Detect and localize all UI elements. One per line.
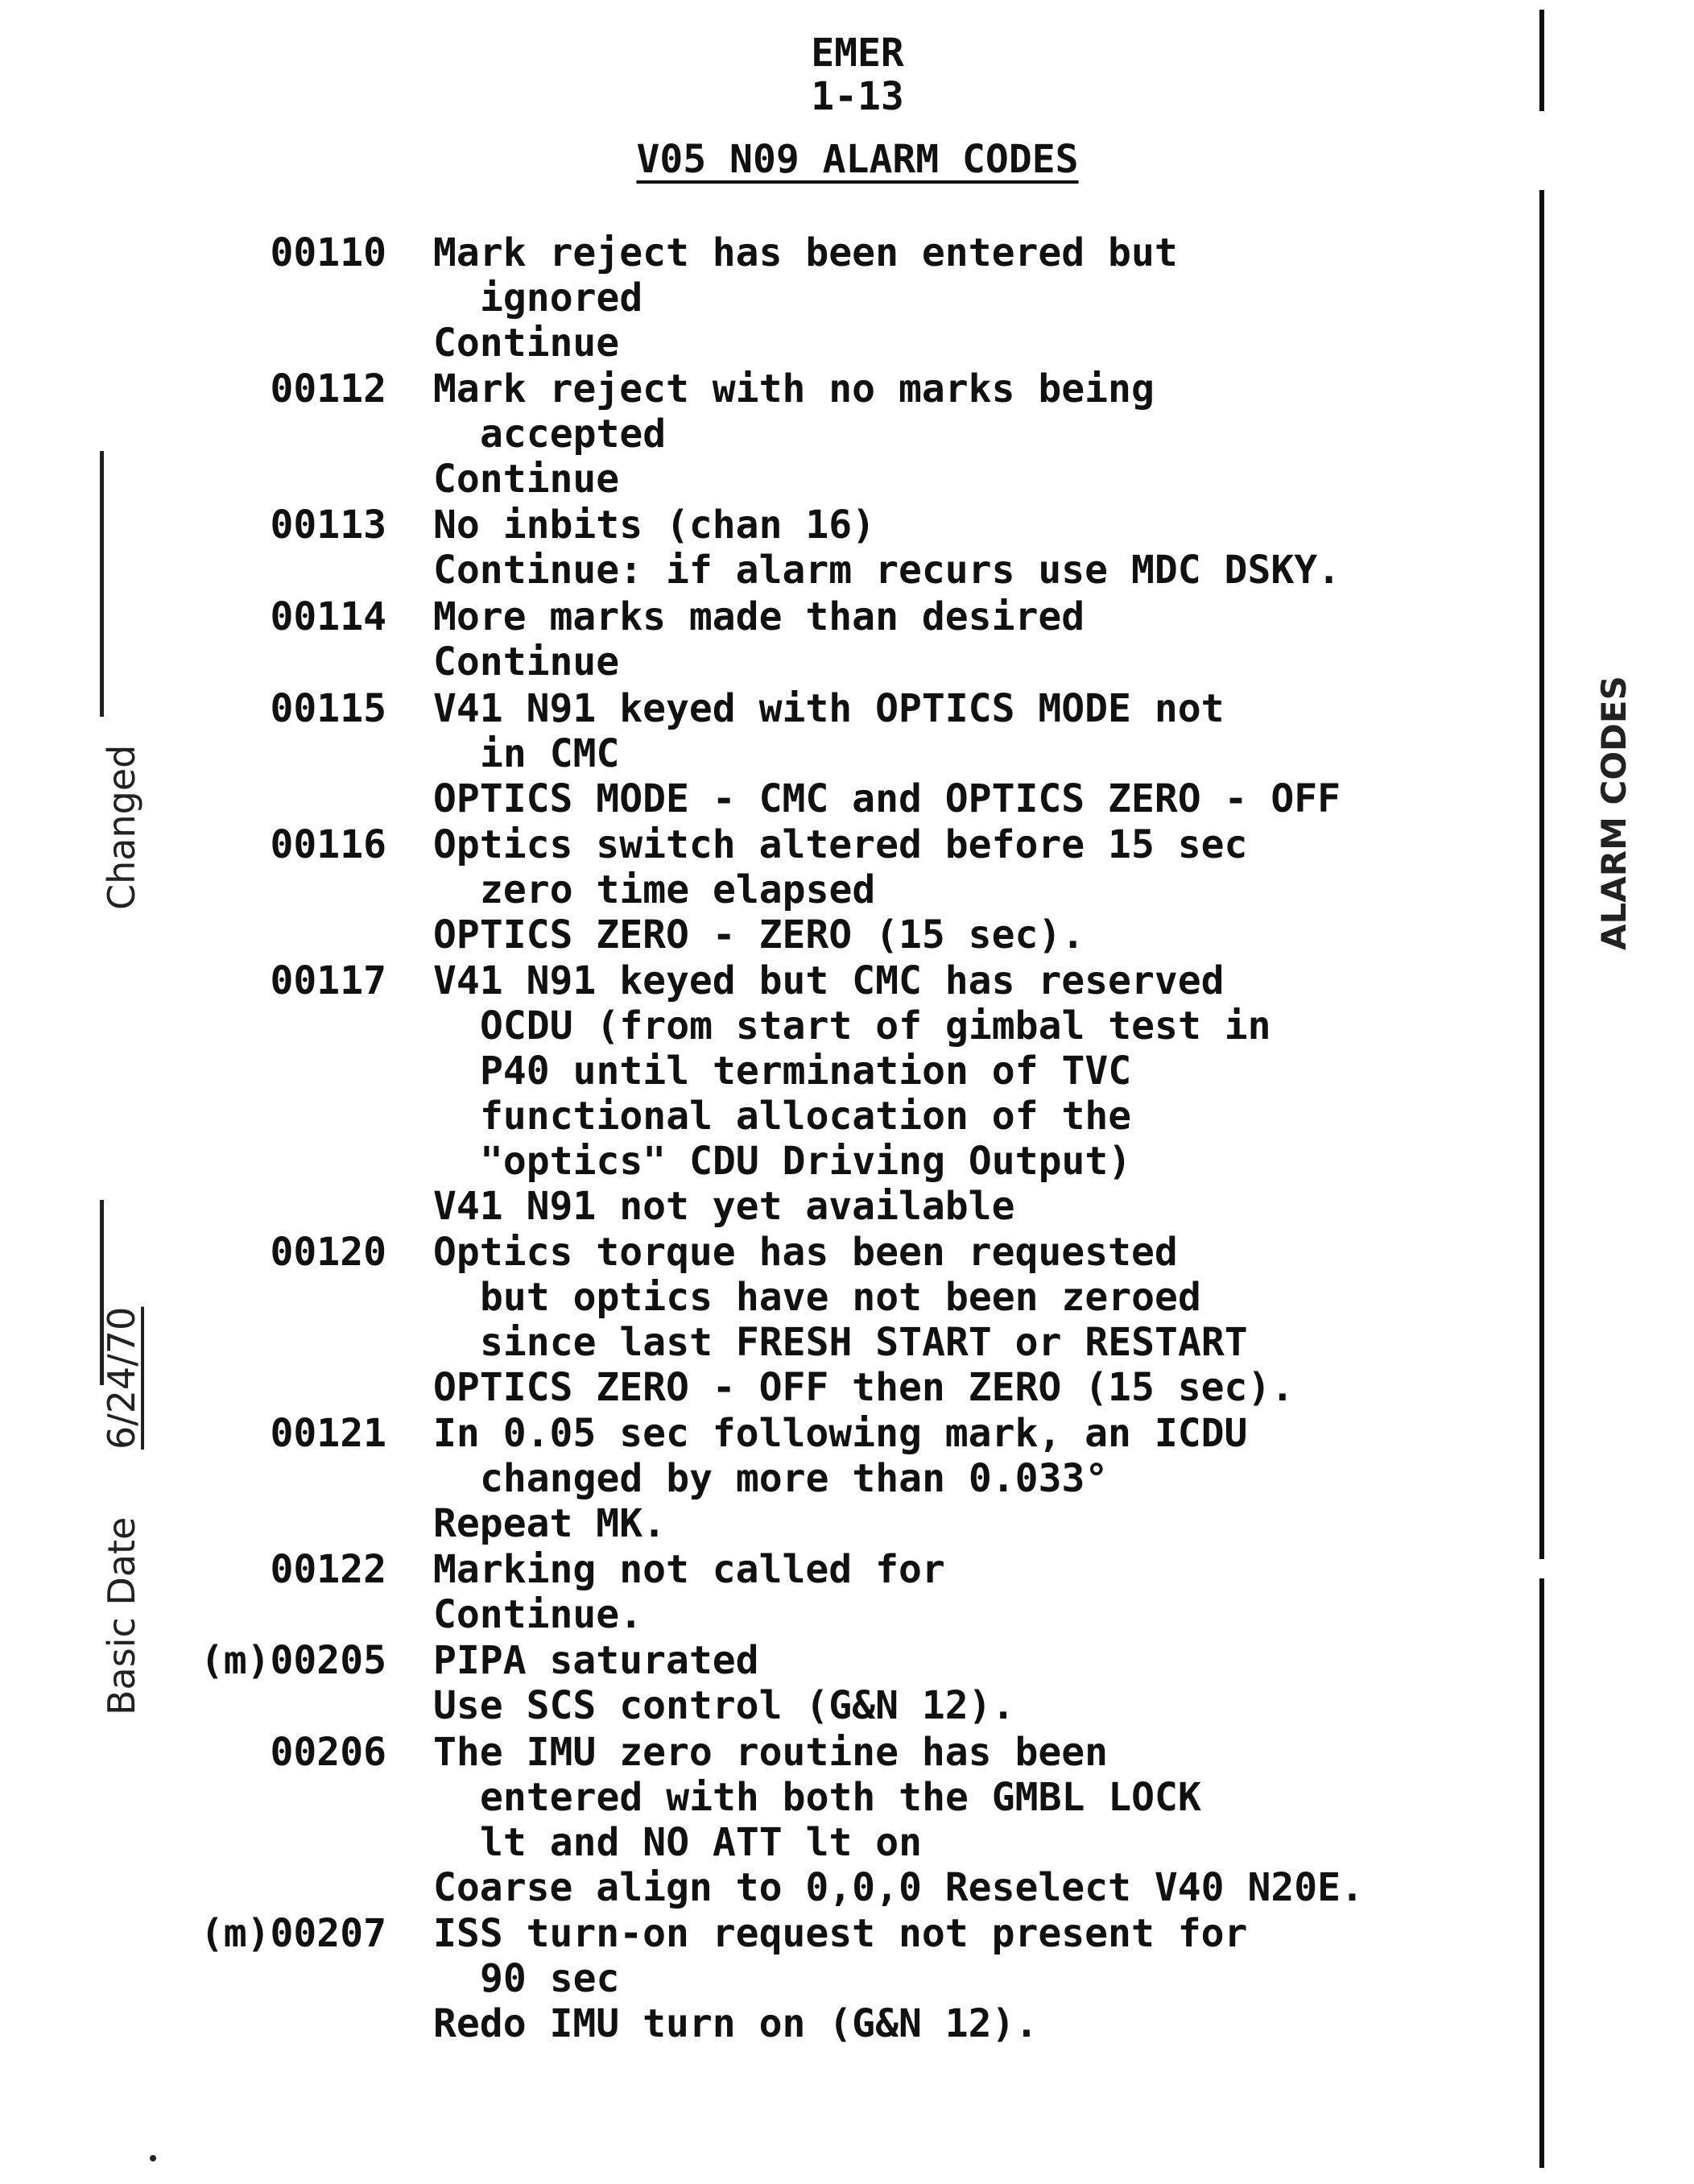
alarm-code: (m)00205 [200, 1638, 386, 1683]
alarm-code: 00117 [270, 958, 386, 1003]
alarm-description: but optics have not been zeroed [480, 1275, 1201, 1320]
alarm-code: 00113 [270, 503, 386, 548]
alarm-action: Repeat MK. [433, 1501, 666, 1546]
alarm-description: In 0.05 sec following mark, an ICDU [433, 1411, 1248, 1456]
alarm-description: 90 sec [480, 1956, 620, 2001]
alarm-code: 00120 [270, 1230, 386, 1275]
alarm-action: Use SCS control (G&N 12). [433, 1683, 1015, 1728]
changed-signature-line [100, 451, 104, 717]
alarm-description: changed by more than 0.033° [480, 1456, 1109, 1501]
basic-date-label: Basic Date [100, 1516, 143, 1715]
margin-rule [1539, 190, 1544, 1559]
alarm-code: 00110 [270, 230, 386, 275]
alarm-description: Mark reject with no marks being [433, 366, 1155, 412]
basic-date-value: 6/24/70 [100, 1306, 143, 1450]
alarm-action: Continue [433, 321, 620, 366]
alarm-action: Continue: if alarm recurs use MDC DSKY. [433, 548, 1341, 593]
alarm-description: ignored [480, 275, 643, 321]
alarm-action: Continue [433, 639, 620, 685]
alarm-description: PIPA saturated [433, 1638, 759, 1683]
margin-rule [1539, 1578, 1544, 2168]
alarm-description: functional allocation of the [480, 1094, 1132, 1139]
alarm-code: 00206 [270, 1730, 386, 1775]
changed-label: Changed [100, 744, 143, 910]
alarm-code: 00116 [270, 822, 386, 867]
scan-speck [150, 2155, 156, 2161]
alarm-description: in CMC [480, 731, 620, 776]
alarm-action: Redo IMU turn on (G&N 12). [433, 2001, 1039, 2046]
alarm-code: 00115 [270, 686, 386, 731]
alarm-description: Optics switch altered before 15 sec [433, 822, 1248, 867]
alarm-description: accepted [480, 412, 667, 457]
page-number: 1-13 [811, 74, 904, 119]
alarm-description: More marks made than desired [433, 594, 1085, 639]
alarm-code: 00121 [270, 1411, 386, 1456]
alarm-description: Marking not called for [433, 1547, 945, 1592]
alarm-description: lt and NO ATT lt on [480, 1820, 923, 1865]
alarm-code: 00122 [270, 1547, 386, 1592]
alarm-description: P40 until termination of TVC [480, 1049, 1132, 1094]
alarm-description: OCDU (from start of gimbal test in [480, 1003, 1271, 1049]
margin-rule [1539, 10, 1544, 111]
alarm-action: Continue. [433, 1592, 643, 1637]
alarm-action: Coarse align to 0,0,0 Reselect V40 N20E. [433, 1865, 1364, 1910]
alarm-code: 00112 [270, 366, 386, 412]
alarm-description: entered with both the GMBL LOCK [480, 1775, 1201, 1820]
alarm-description: V41 N91 keyed but CMC has reserved [433, 958, 1225, 1003]
alarm-code: 00114 [270, 594, 386, 639]
alarm-description: V41 N91 keyed with OPTICS MODE not [433, 686, 1225, 731]
alarm-action: V41 N91 not yet available [433, 1184, 1015, 1229]
alarm-description: The IMU zero routine has been [433, 1730, 1109, 1775]
page-title: V05 N09 ALARM CODES [636, 137, 1079, 182]
alarm-description: since last FRESH START or RESTART [480, 1320, 1248, 1365]
alarm-action: OPTICS ZERO - OFF then ZERO (15 sec). [433, 1365, 1295, 1410]
alarm-description: zero time elapsed [480, 867, 876, 912]
alarm-codes-tab-label: ALARM CODES [1594, 676, 1634, 950]
alarm-action: OPTICS ZERO - ZERO (15 sec). [433, 912, 1085, 958]
alarm-description: "optics" CDU Driving Output) [480, 1139, 1132, 1184]
alarm-description: ISS turn-on request not present for [433, 1911, 1248, 1956]
section-label: EMER [811, 31, 904, 76]
alarm-description: Optics torque has been requested [433, 1230, 1178, 1275]
alarm-action: OPTICS MODE - CMC and OPTICS ZERO - OFF [433, 776, 1341, 821]
alarm-description: No inbits (chan 16) [433, 503, 876, 548]
alarm-description: Mark reject has been entered but [433, 230, 1178, 275]
alarm-action: Continue [433, 457, 620, 502]
alarm-code: (m)00207 [200, 1911, 386, 1956]
